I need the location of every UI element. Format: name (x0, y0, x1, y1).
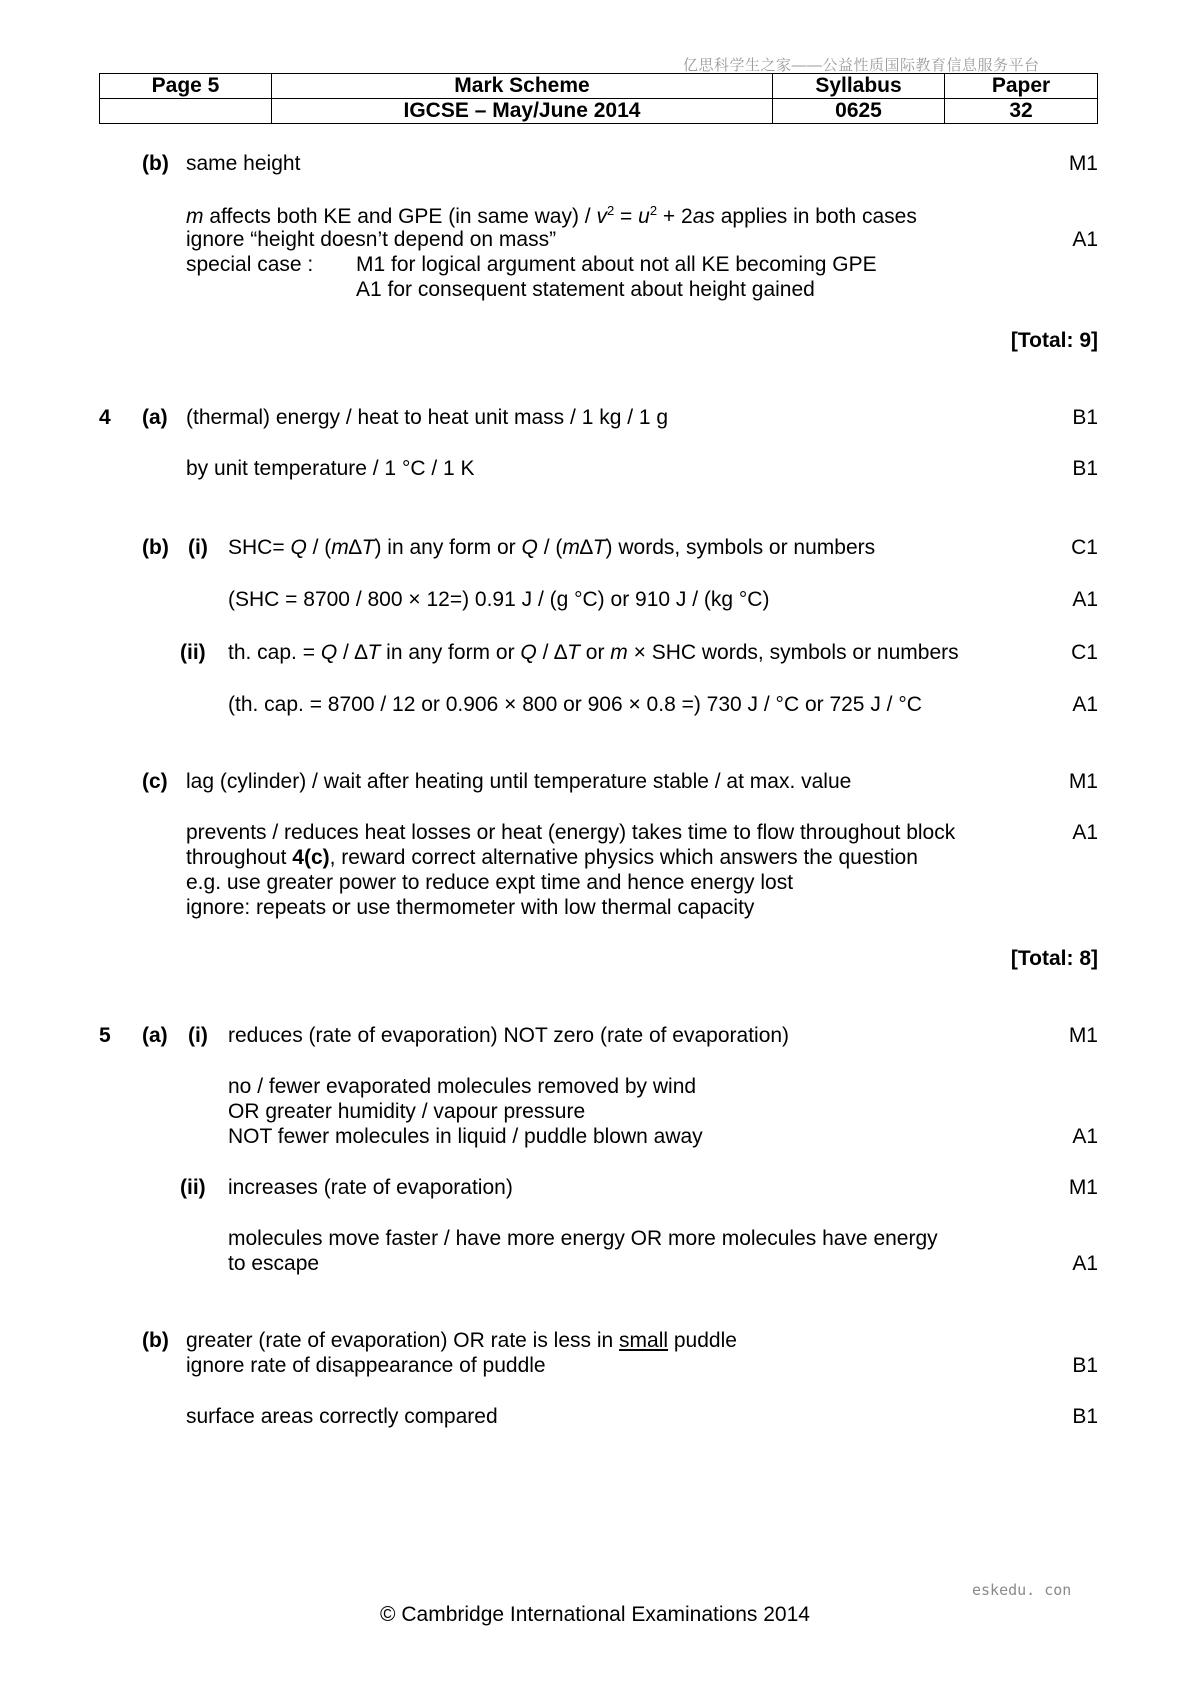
q4c-line5: ignore: repeats or use thermometer with low thermal capacity (186, 896, 755, 919)
q4bi-mark2: A1 (1072, 588, 1098, 611)
header-empty-cell (100, 99, 272, 124)
q4-number: 4 (99, 406, 111, 429)
q5ai-mark2: A1 (1072, 1125, 1098, 1148)
q4c-line1: lag (cylinder) / wait after heating until temperature stable / at max. value (186, 770, 852, 793)
q5ai-line2: no / fewer evaporated molecules removed by wind (228, 1075, 697, 1098)
q4bi-label: (i) (188, 536, 208, 559)
q4a-line1: (thermal) energy / heat to heat unit mass / 1 kg / 1 g (186, 406, 669, 429)
q5b-mark2: B1 (1072, 1405, 1098, 1428)
footer-copyright: © Cambridge International Examinations 2014 (380, 1603, 810, 1626)
q5aii-mark1: M1 (1068, 1176, 1098, 1199)
q4c-mark1: M1 (1068, 770, 1098, 793)
q4bii-mark1: C1 (1071, 641, 1098, 664)
q4c-line4: e.g. use greater power to reduce expt time and hence energy lost (186, 871, 794, 894)
q3b-mark1: M1 (1068, 152, 1098, 175)
q3b-mark2: A1 (1072, 228, 1098, 251)
q5ai-line1: reduces (rate of evaporation) NOT zero (rate of evaporation) (228, 1024, 790, 1047)
q5ai-label: (i) (188, 1024, 208, 1047)
q5aii-mark2: A1 (1072, 1252, 1098, 1275)
q4c-mark2: A1 (1072, 821, 1098, 844)
q3b-line1: same height (186, 152, 301, 175)
q5b-line1: greater (rate of evaporation) OR rate is less in small puddle (186, 1329, 737, 1352)
footer-watermark: eskedu. con (972, 1581, 1072, 1599)
q3b-special-case-m1: M1 for logical argument about not all KE becoming GPE (356, 253, 877, 276)
q4bi-line2: (SHC = 8700 / 800 × 12=) 0.91 J / (g °C) or 910 J / (kg °C) (228, 588, 770, 611)
q3b-line2: m affects both KE and GPE (in same $way) / v^2 = u^2 + 2as$ applies in both cases (186, 203, 917, 228)
header-syllabus: 0625 (773, 99, 945, 124)
q5ai-line4: NOT fewer molecules in liquid / puddle blown away (228, 1125, 703, 1148)
q4bii-line1: th. cap. = Q / ∆T in any form or Q / ∆T or m × SHC words, symbols or numbers (228, 641, 959, 664)
header-paper: 32 (945, 99, 1098, 124)
q5aii-line3: to escape (228, 1252, 320, 1275)
q4a-line2: by unit temperature / 1 °C / 1 K (186, 457, 475, 480)
header-exam: IGCSE – May/June 2014 (272, 99, 773, 124)
header-page: Page 5 (100, 74, 272, 99)
q5aii-line2: molecules move faster / have more energy OR more molecules have energy (228, 1227, 938, 1250)
q5ai-mark1: M1 (1068, 1024, 1098, 1047)
q4b-label: (b) (142, 536, 169, 559)
q4a-mark1: B1 (1072, 406, 1098, 429)
q5a-label: (a) (142, 1024, 168, 1047)
watermark-top: 亿思科学生之家——公益性质国际教育信息服务平台 (683, 57, 1040, 74)
q5-number: 5 (99, 1024, 111, 1047)
q4-total: [Total: 8] (1010, 947, 1098, 970)
q5b-mark1: B1 (1072, 1354, 1098, 1377)
q5aii-line1: increases (rate of evaporation) (228, 1176, 513, 1199)
q4c-label: (c) (142, 770, 168, 793)
header-syllabus-label: Syllabus (773, 74, 945, 99)
q3b-special-case-label: special case : (186, 253, 314, 276)
q5b-label: (b) (142, 1329, 169, 1352)
header-title: Mark Scheme (272, 74, 773, 99)
q4bi-line1: SHC= Q / (m∆T) in any form or Q / (m∆T) words, symbols or numbers (228, 536, 876, 559)
q4c-line2: prevents / reduces heat losses or heat (energy) takes time to flow throughout block (186, 821, 956, 844)
q5b-line3: surface areas correctly compared (186, 1405, 498, 1428)
q4c-line3: throughout 4(c), reward correct alternative physics which answers the question (186, 846, 918, 869)
q4a-label: (a) (142, 406, 168, 429)
q4bi-mark1: C1 (1071, 536, 1098, 559)
q3b-label: (b) (142, 152, 169, 175)
header-table (99, 73, 1098, 124)
q3b-line3: ignore “height doesn’t depend on mass” (186, 228, 557, 251)
q4bii-mark2: A1 (1072, 693, 1098, 716)
q5aii-label: (ii) (180, 1176, 206, 1199)
q4bii-line2: (th. cap. = 8700 / 12 or 0.906 × 800 or 906 × 0.8 =) 730 J / °C or 725 J / °C (228, 693, 922, 716)
q5b-line2: ignore rate of disappearance of puddle (186, 1354, 546, 1377)
q3b-special-case-a1: A1 for consequent statement about height gained (356, 278, 815, 301)
q3-total: [Total: 9] (1010, 329, 1098, 352)
header-paper-label: Paper (945, 74, 1098, 99)
q4a-mark2: B1 (1072, 457, 1098, 480)
q4bii-label: (ii) (180, 641, 206, 664)
q5ai-line3: OR greater humidity / vapour pressure (228, 1100, 586, 1123)
